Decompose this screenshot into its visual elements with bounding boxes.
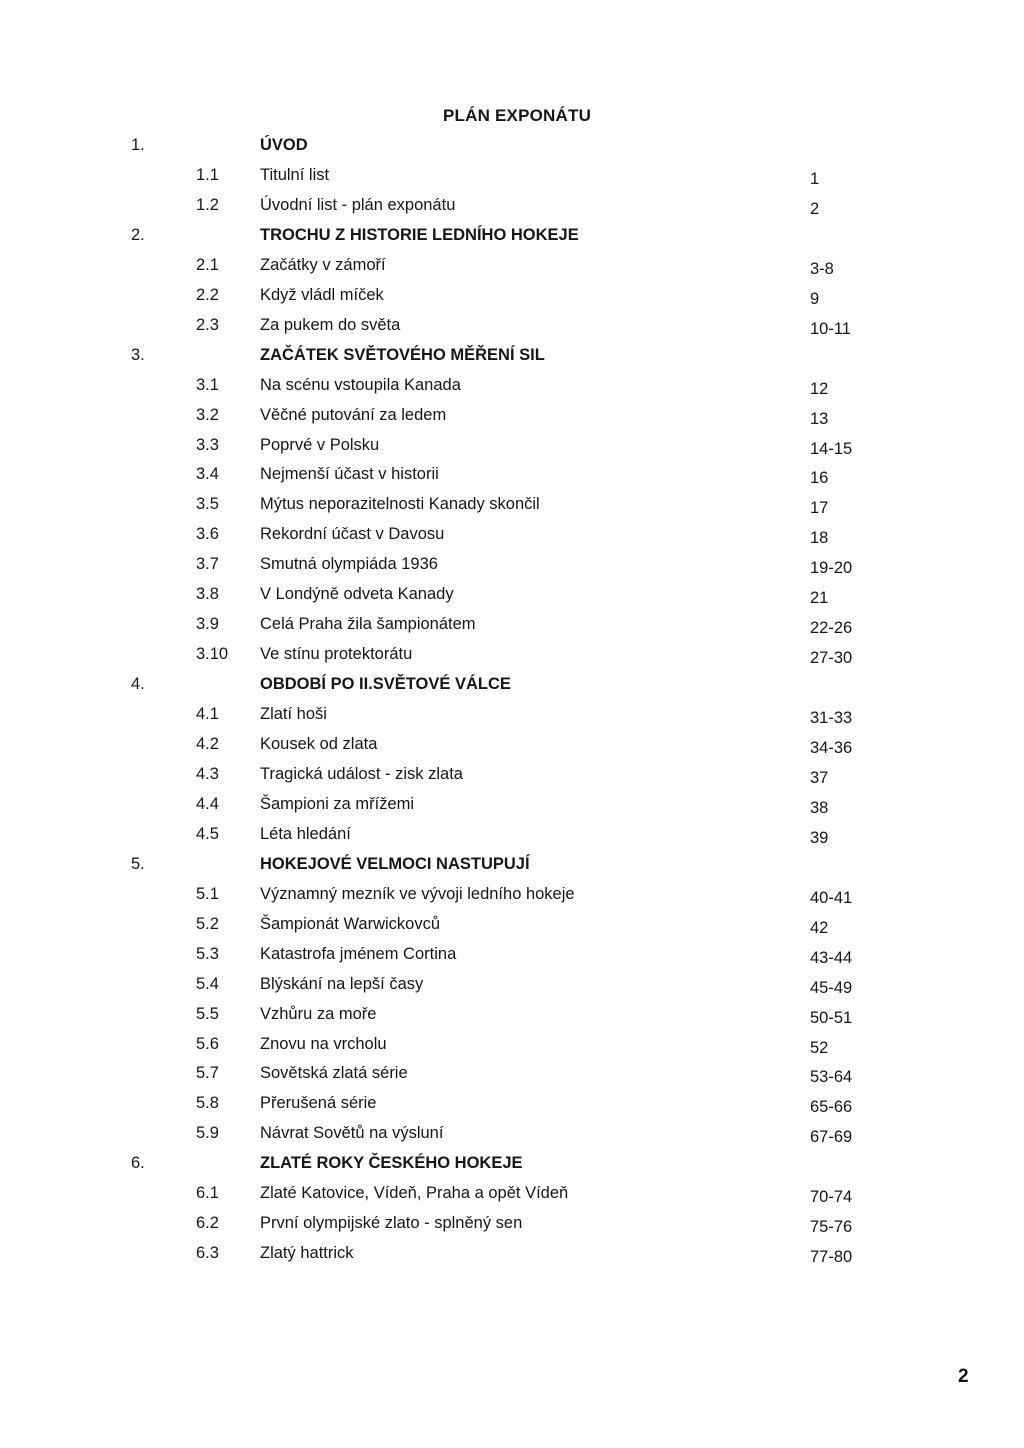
section-title: ZAČÁTEK SVĚTOVÉHO MĚŘENÍ SIL: [260, 346, 545, 364]
item-number: 5.6: [196, 1035, 219, 1053]
item-pages: 31-33: [810, 709, 853, 727]
section-title: OBDOBÍ PO II.SVĚTOVÉ VÁLCE: [260, 675, 511, 693]
toc-item-row: [0, 795, 1024, 819]
item-pages: 75-76: [810, 1218, 853, 1236]
toc-section-row: [0, 226, 1024, 250]
item-title: Zlatý hattrick: [260, 1244, 354, 1262]
item-number: 6.2: [196, 1214, 219, 1232]
item-number: 3.5: [196, 495, 219, 513]
item-number: 4.4: [196, 795, 219, 813]
item-pages: 3-8: [810, 260, 834, 278]
item-number: 5.2: [196, 915, 219, 933]
toc-item-row: [0, 765, 1024, 789]
item-pages: 1: [810, 170, 820, 188]
item-number: 3.4: [196, 465, 219, 483]
toc-item-row: [0, 376, 1024, 400]
toc-item-row: [0, 885, 1024, 909]
item-title: Nejmenší účast v historii: [260, 465, 439, 483]
toc-item-row: [0, 615, 1024, 639]
item-pages: 40-41: [810, 889, 853, 907]
section-number: 1.: [131, 136, 145, 154]
item-number: 2.3: [196, 316, 219, 334]
item-pages: 9: [810, 290, 820, 308]
item-number: 3.9: [196, 615, 219, 633]
item-pages: 52: [810, 1039, 829, 1057]
item-pages: 38: [810, 799, 829, 817]
item-title: Když vládl míček: [260, 286, 384, 304]
toc-item-row: [0, 1184, 1024, 1208]
item-pages: 45-49: [810, 979, 853, 997]
item-pages: 70-74: [810, 1188, 853, 1206]
toc-section-row: [0, 675, 1024, 699]
toc-item-row: [0, 1005, 1024, 1029]
toc-item-row: [0, 645, 1024, 669]
item-title: Šampioni za mřížemi: [260, 795, 415, 813]
item-pages: 10-11: [810, 320, 851, 338]
item-pages: 67-69: [810, 1128, 853, 1146]
item-title: Významný mezník ve vývoji ledního hokeje: [260, 885, 575, 903]
toc-item-row: [0, 1124, 1024, 1148]
item-pages: 37: [810, 769, 829, 787]
item-pages: 18: [810, 529, 829, 547]
toc-item-row: [0, 915, 1024, 939]
item-title: V Londýně odveta Kanady: [260, 585, 454, 603]
item-title: Zlatí hoši: [260, 705, 327, 723]
toc-section-row: [0, 1154, 1024, 1178]
toc-item-row: [0, 975, 1024, 999]
section-title: TROCHU Z HISTORIE LEDNÍHO HOKEJE: [260, 226, 579, 244]
item-pages: 12: [810, 380, 829, 398]
toc-item-row: [0, 945, 1024, 969]
item-title: Kousek od zlata: [260, 735, 378, 753]
item-title: Mýtus neporazitelnosti Kanady skončil: [260, 495, 540, 513]
item-number: 3.7: [196, 555, 219, 573]
item-number: 3.10: [196, 645, 229, 663]
item-pages: 50-51: [810, 1009, 853, 1027]
item-pages: 16: [810, 469, 829, 487]
item-number: 2.2: [196, 286, 219, 304]
item-pages: 42: [810, 919, 829, 937]
toc-item-row: [0, 316, 1024, 340]
item-number: 4.1: [196, 705, 219, 723]
item-number: 5.9: [196, 1124, 219, 1142]
item-title: Úvodní list - plán exponátu: [260, 196, 456, 214]
item-title: Ve stínu protektorátu: [260, 645, 413, 663]
toc-item-row: [0, 585, 1024, 609]
item-title: Celá Praha žila šampionátem: [260, 615, 476, 633]
item-number: 1.1: [196, 166, 219, 184]
item-title: Katastrofa jménem Cortina: [260, 945, 457, 963]
item-number: 3.2: [196, 406, 219, 424]
item-number: 6.1: [196, 1184, 219, 1202]
toc-item-row: [0, 1214, 1024, 1238]
item-number: 3.1: [196, 376, 219, 394]
section-title: ZLATÉ ROKY ČESKÉHO HOKEJE: [260, 1154, 523, 1172]
toc-item-row: [0, 1244, 1024, 1268]
section-number: 6.: [131, 1154, 145, 1172]
item-number: 4.3: [196, 765, 219, 783]
item-pages: 21: [810, 589, 829, 607]
item-title: Smutná olympiáda 1936: [260, 555, 438, 573]
section-number: 5.: [131, 855, 145, 873]
toc-item-row: [0, 196, 1024, 220]
item-title: Za pukem do světa: [260, 316, 401, 334]
item-number: 3.6: [196, 525, 219, 543]
item-number: 5.5: [196, 1005, 219, 1023]
item-title: Návrat Sovětů na výsluní: [260, 1124, 444, 1142]
item-number: 4.5: [196, 825, 219, 843]
toc-item-row: [0, 1064, 1024, 1088]
toc-item-row: [0, 465, 1024, 489]
item-pages: 22-26: [810, 619, 853, 637]
item-title: První olympijské zlato - splněný sen: [260, 1214, 523, 1232]
item-pages: 77-80: [810, 1248, 853, 1266]
toc-item-row: [0, 1094, 1024, 1118]
toc-item-row: [0, 256, 1024, 280]
toc-item-row: [0, 436, 1024, 460]
toc-item-row: [0, 525, 1024, 549]
item-pages: 13: [810, 410, 829, 428]
toc-item-row: [0, 495, 1024, 519]
toc-item-row: [0, 406, 1024, 430]
toc-item-row: [0, 825, 1024, 849]
item-title: Začátky v zámoří: [260, 256, 386, 274]
toc-item-row: [0, 1035, 1024, 1059]
toc-item-row: [0, 555, 1024, 579]
item-pages: 14-15: [810, 440, 853, 458]
document-title: PLÁN EXPONÁTU: [443, 106, 592, 125]
item-number: 5.4: [196, 975, 219, 993]
item-title: Titulní list: [260, 166, 330, 184]
item-pages: 17: [810, 499, 829, 517]
item-number: 6.3: [196, 1244, 219, 1262]
section-number: 2.: [131, 226, 145, 244]
item-title: Na scénu vstoupila Kanada: [260, 376, 461, 394]
item-title: Poprvé v Polsku: [260, 436, 380, 454]
item-title: Přerušená série: [260, 1094, 377, 1112]
toc-item-row: [0, 705, 1024, 729]
item-pages: 43-44: [810, 949, 853, 967]
page-number: 2: [958, 1366, 969, 1387]
item-number: 5.8: [196, 1094, 219, 1112]
toc-item-row: [0, 286, 1024, 310]
item-title: Tragická událost - zisk zlata: [260, 765, 463, 783]
item-title: Sovětská zlatá série: [260, 1064, 408, 1082]
item-number: 3.3: [196, 436, 219, 454]
item-pages: 19-20: [810, 559, 853, 577]
item-title: Léta hledání: [260, 825, 351, 843]
item-title: Blýskání na lepší časy: [260, 975, 424, 993]
item-title: Věčné putování za ledem: [260, 406, 447, 424]
item-number: 2.1: [196, 256, 219, 274]
item-title: Zlaté Katovice, Vídeň, Praha a opět Vídeň: [260, 1184, 569, 1202]
item-pages: 53-64: [810, 1068, 853, 1086]
section-title: ÚVOD: [260, 136, 308, 154]
toc-section-row: [0, 346, 1024, 370]
toc-item-row: [0, 166, 1024, 190]
item-number: 1.2: [196, 196, 219, 214]
item-pages: 27-30: [810, 649, 853, 667]
item-number: 4.2: [196, 735, 219, 753]
item-title: Rekordní účast v Davosu: [260, 525, 445, 543]
item-number: 3.8: [196, 585, 219, 603]
item-pages: 34-36: [810, 739, 853, 757]
toc-section-row: [0, 855, 1024, 879]
item-title: Znovu na vrcholu: [260, 1035, 387, 1053]
item-number: 5.1: [196, 885, 219, 903]
toc-section-row: [0, 136, 1024, 160]
section-number: 4.: [131, 675, 145, 693]
item-number: 5.3: [196, 945, 219, 963]
section-title: HOKEJOVÉ VELMOCI NASTUPUJÍ: [260, 855, 530, 873]
item-pages: 65-66: [810, 1098, 853, 1116]
item-pages: 2: [810, 200, 820, 218]
toc-item-row: [0, 735, 1024, 759]
item-title: Vzhůru za moře: [260, 1005, 377, 1023]
section-number: 3.: [131, 346, 145, 364]
item-title: Šampionát Warwickovců: [260, 915, 441, 933]
item-pages: 39: [810, 829, 829, 847]
item-number: 5.7: [196, 1064, 219, 1082]
